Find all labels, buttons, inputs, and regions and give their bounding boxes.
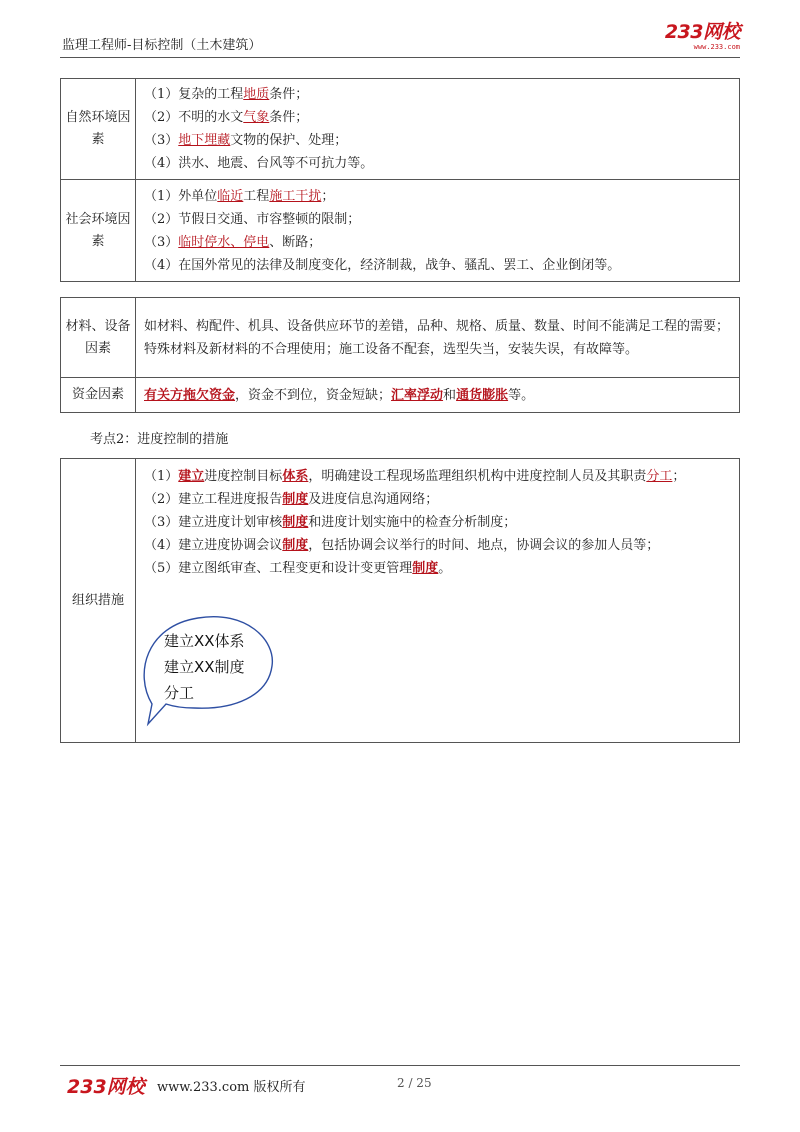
copyright-text: www.233.com 版权所有	[157, 1080, 306, 1095]
list-item: （1）复杂的工程地质条件；	[144, 87, 309, 102]
row-content	[136, 378, 740, 413]
bubble-text	[164, 628, 245, 706]
table-row	[61, 180, 740, 282]
page-footer	[60, 1065, 740, 1098]
material-fund-factors-table	[60, 297, 740, 413]
list-item: （5）建立图纸审查、工程变更和设计变更管理制度。	[144, 561, 452, 576]
list-item: （3）建立进度计划审核制度和进度计划实施中的检查分析制度；	[144, 515, 517, 530]
row-label: 自然环境因素	[61, 79, 136, 180]
page-number: 2 / 25	[397, 1076, 432, 1090]
list-item: （2）建立工程进度报告制度及进度信息沟通网络；	[144, 492, 439, 507]
row-content	[136, 79, 740, 180]
section-heading: 考点2：进度控制的措施	[90, 432, 229, 447]
logo-url: www.233.com	[693, 43, 740, 51]
row-content	[136, 180, 740, 282]
brand-logo	[665, 22, 740, 51]
row-label: 资金因素	[61, 378, 136, 413]
environment-factors-table	[60, 78, 740, 282]
list-item: （4）建立进度协调会议制度，包括协调会议举行的时间、地点，协调会议的参加人员等；	[144, 538, 660, 553]
list-item: （2）节假日交通、市容整顿的限制；	[144, 211, 361, 227]
row-label: 组织措施	[61, 459, 136, 743]
bubble-line: 分工	[164, 684, 195, 702]
header-title: 监理工程师-目标控制（土木建筑）	[62, 38, 262, 53]
list-item: （3）地下埋藏文物的保护、处理；	[144, 133, 348, 148]
table-row	[61, 79, 740, 180]
list-item: （1）建立进度控制目标体系，明确建设工程现场监理组织机构中进度控制人员及其职责分工；	[144, 469, 686, 484]
page-header	[60, 22, 740, 58]
bubble-line: 建立XX制度	[164, 658, 245, 676]
table-row	[61, 378, 740, 413]
row-label: 材料、设备因素	[61, 298, 136, 378]
list-item: 有关方拖欠资金，资金不到位，资金短缺；汇率浮动和通货膨胀等。	[144, 387, 535, 403]
list-item: （4）洪水、地震、台风等不可抗力等。	[144, 156, 374, 171]
logo-text: 233网校	[664, 21, 740, 43]
row-content	[136, 298, 740, 378]
list-item: （3）临时停水、停电、断路；	[144, 234, 322, 250]
list-item: （1）外单位临近工程施工干扰；	[144, 188, 335, 204]
bubble-line: 建立XX体系	[164, 632, 245, 650]
row-label: 社会环境因素	[61, 180, 136, 282]
list-item: （4）在国外常见的法律及制度变化，经济制裁，战争、骚乱、罢工、企业倒闭等。	[144, 257, 621, 273]
paragraph: 如材料、构配件、机具、设备供应环节的差错，品种、规格、质量、数量、时间不能满足工程的需要；特殊材料及新材料的不合理使用；施工设备不配套，选型失当，安装失误，有故障等。	[144, 318, 730, 357]
list-item: （2）不明的水文气象条件；	[144, 110, 309, 125]
footer-logo: 233网校	[67, 1076, 145, 1098]
table-row	[61, 298, 740, 378]
